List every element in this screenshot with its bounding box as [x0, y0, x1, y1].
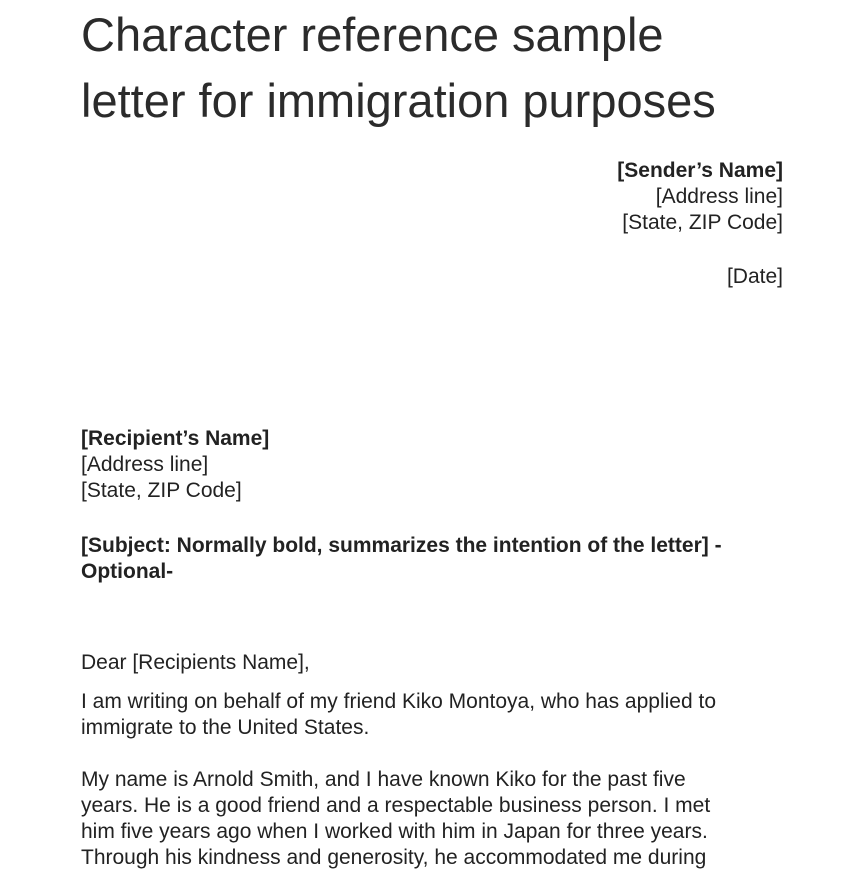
subject-line-1: [Subject: Normally bold, summarizes the intention of the letter] -: [81, 534, 722, 557]
title-line-1: Character reference sample: [81, 8, 664, 61]
paragraph-line: My name is Arnold Smith, and I have known Kiko for the past five: [81, 768, 686, 791]
salutation: Dear [Recipients Name],: [81, 651, 310, 674]
recipient-name: [Recipient’s Name]: [81, 427, 270, 450]
recipient-address: [Address line]: [81, 453, 209, 476]
body-paragraph-1: [81, 689, 781, 741]
paragraph-line: immigrate to the United States.: [81, 716, 370, 739]
title-line-2: letter for immigration purposes: [81, 74, 716, 127]
body-paragraph-2: [81, 767, 781, 871]
recipient-state-zip: [State, ZIP Code]: [81, 479, 242, 502]
sender-state-zip: [State, ZIP Code]: [622, 211, 783, 234]
paragraph-line: I am writing on behalf of my friend Kiko Montoya, who has applied to: [81, 690, 717, 713]
paragraph-line: Through his kindness and generosity, he accommodated me during: [81, 846, 707, 869]
recipient-block: [81, 426, 269, 504]
document-title: [81, 2, 821, 134]
letter-date: [Date]: [726, 265, 783, 288]
subject-line-2: Optional-: [81, 560, 174, 583]
sender-block: [617, 158, 783, 236]
sender-address: [Address line]: [655, 185, 783, 208]
sender-name: [Sender’s Name]: [617, 159, 783, 182]
paragraph-line: him five years ago when I worked with him in Japan for three years.: [81, 820, 708, 843]
subject-line: [81, 533, 801, 585]
paragraph-line: years. He is a good friend and a respectable business person. I met: [81, 794, 711, 817]
